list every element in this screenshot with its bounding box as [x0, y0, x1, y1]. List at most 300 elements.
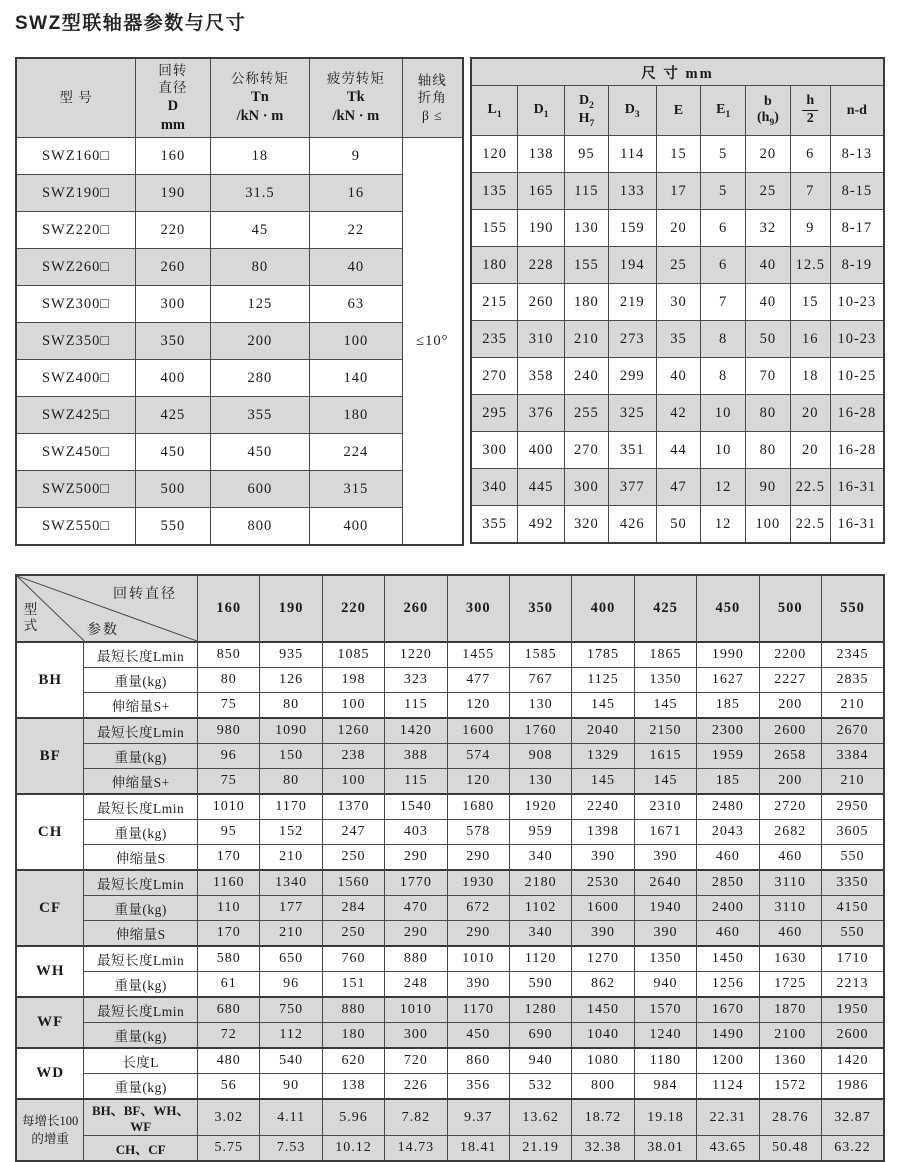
value-cell: 300	[385, 1023, 447, 1049]
dimension-label-line	[657, 103, 701, 119]
dimension-cell: 16-28	[830, 395, 884, 432]
parameter-label-cell: 长度L	[84, 1048, 198, 1074]
table-row	[471, 321, 884, 358]
fatigue-torque-cell: 40	[310, 249, 402, 286]
dimension-cell: 44	[656, 432, 701, 469]
dimension-cell: 8	[701, 321, 746, 358]
value-cell: 152	[260, 820, 322, 845]
model-cell: SWZ550□	[16, 508, 136, 546]
value-cell: 210	[260, 921, 322, 947]
dimension-cell: 7	[701, 284, 746, 321]
value-cell: 760	[322, 946, 384, 972]
value-cell: 72	[198, 1023, 260, 1049]
value-cell: 2043	[697, 820, 759, 845]
dimension-cell: 235	[471, 321, 518, 358]
value-cell: 2400	[697, 896, 759, 921]
value-cell: 390	[634, 921, 696, 947]
table-row	[471, 469, 884, 506]
dimension-cell: 190	[518, 210, 565, 247]
value-cell: 1280	[509, 997, 571, 1023]
value-cell: 290	[385, 921, 447, 947]
value-cell: 1760	[509, 718, 571, 744]
value-cell: 1180	[634, 1048, 696, 1074]
value-cell: 532	[509, 1074, 571, 1100]
corner-mid-label: 参数	[87, 623, 119, 638]
value-cell: 177	[260, 896, 322, 921]
value-cell: 390	[634, 845, 696, 871]
dimension-cell: 90	[746, 469, 791, 506]
value-cell: 2213	[821, 972, 884, 998]
dimension-cell: 138	[518, 136, 565, 173]
value-cell: 13.62	[509, 1099, 571, 1136]
value-cell: 550	[821, 921, 884, 947]
value-cell: 1540	[385, 794, 447, 820]
value-cell: 1398	[572, 820, 634, 845]
label-text: (h	[756, 109, 770, 125]
dimension-cell: 16-28	[830, 432, 884, 469]
table1-header-row	[16, 58, 463, 138]
size-mm-header: 尺 寸 mm	[471, 58, 884, 86]
dimension-cell: 10-23	[830, 284, 884, 321]
value-cell: 540	[260, 1048, 322, 1074]
table-row	[16, 1136, 884, 1162]
value-cell: 226	[385, 1074, 447, 1100]
model-column-header: 型 号	[16, 58, 136, 138]
value-cell: 767	[509, 668, 571, 693]
parameter-label-cell: 最短长度Lmin	[84, 946, 198, 972]
fraction-label	[802, 94, 818, 126]
value-cell: 1080	[572, 1048, 634, 1074]
nominal-torque-cell: 45	[210, 212, 309, 249]
value-cell: 340	[509, 845, 571, 871]
value-cell: 1560	[322, 870, 384, 896]
table-row	[16, 870, 884, 896]
value-cell: 1450	[697, 946, 759, 972]
value-cell: 18.41	[447, 1136, 509, 1162]
dimension-cell: 40	[746, 247, 791, 284]
label-text: E	[673, 102, 684, 118]
table-row	[16, 323, 463, 360]
value-cell: 1570	[634, 997, 696, 1023]
value-cell: 200	[759, 693, 821, 719]
value-cell: 574	[447, 744, 509, 769]
nominal-torque-cell: 31.5	[210, 175, 309, 212]
nominal-torque-cell: 200	[210, 323, 309, 360]
value-cell: 1990	[697, 642, 759, 668]
table-row	[16, 1074, 884, 1100]
fatigue-torque-cell: 224	[310, 434, 402, 471]
value-cell: 120	[447, 693, 509, 719]
dimension-cell: 325	[608, 395, 656, 432]
dimension-cell: 351	[608, 432, 656, 469]
coupling-parameters-table	[15, 57, 464, 546]
column-header-160: 160	[198, 575, 260, 642]
parameter-label-cell: 最短长度Lmin	[84, 870, 198, 896]
dimension-column-header	[790, 86, 830, 136]
increment-label-line: 每增长100	[22, 1113, 79, 1128]
value-cell: 9.37	[447, 1099, 509, 1136]
value-cell: 388	[385, 744, 447, 769]
dimension-cell: 426	[608, 506, 656, 544]
value-cell: 130	[509, 769, 571, 795]
value-cell: 1256	[697, 972, 759, 998]
table-row	[16, 972, 884, 998]
column-header-425: 425	[634, 575, 696, 642]
table-row	[16, 896, 884, 921]
value-cell: 2480	[697, 794, 759, 820]
value-cell: 2227	[759, 668, 821, 693]
value-cell: 1329	[572, 744, 634, 769]
series-type-cell: WH	[16, 946, 84, 997]
value-cell: 1040	[572, 1023, 634, 1049]
value-cell: 860	[447, 1048, 509, 1074]
table-row	[471, 432, 884, 469]
diameter-column-header: 回转 直径 D mm	[136, 58, 211, 138]
parameter-label-cell: 重量(kg)	[84, 668, 198, 693]
value-cell: 650	[260, 946, 322, 972]
value-cell: 5.96	[322, 1099, 384, 1136]
value-cell: 690	[509, 1023, 571, 1049]
table-row	[471, 173, 884, 210]
dimension-cell: 219	[608, 284, 656, 321]
dimension-cell: 155	[565, 247, 609, 284]
dimension-label-line	[746, 110, 790, 128]
value-cell: 1670	[697, 997, 759, 1023]
value-cell: 250	[322, 921, 384, 947]
value-cell: 672	[447, 896, 509, 921]
value-cell: 1490	[697, 1023, 759, 1049]
value-cell: 2200	[759, 642, 821, 668]
diameter-cell: 350	[136, 323, 211, 360]
value-cell: 1360	[759, 1048, 821, 1074]
label-text: L	[487, 101, 497, 117]
value-cell: 126	[260, 668, 322, 693]
value-cell: 21.19	[509, 1136, 571, 1162]
table-row	[16, 508, 463, 546]
parameter-label-cell: 最短长度Lmin	[84, 718, 198, 744]
axis-angle-column-header: 轴线 折角 β ≤	[402, 58, 463, 138]
value-cell: 620	[322, 1048, 384, 1074]
table-row	[16, 397, 463, 434]
value-cell: 138	[322, 1074, 384, 1100]
value-cell: 1920	[509, 794, 571, 820]
fatigue-torque-cell: 140	[310, 360, 402, 397]
value-cell: 323	[385, 668, 447, 693]
table-row	[471, 395, 884, 432]
dimension-cell: 25	[656, 247, 701, 284]
table-row	[16, 212, 463, 249]
dimension-cell: 376	[518, 395, 565, 432]
value-cell: 2310	[634, 794, 696, 820]
value-cell: 120	[447, 769, 509, 795]
dimension-cell: 165	[518, 173, 565, 210]
table-row	[16, 249, 463, 286]
model-cell: SWZ425□	[16, 397, 136, 434]
value-cell: 145	[572, 769, 634, 795]
value-cell: 800	[572, 1074, 634, 1100]
value-cell: 480	[198, 1048, 260, 1074]
dimension-cell: 17	[656, 173, 701, 210]
parameter-label-cell: 重量(kg)	[84, 1023, 198, 1049]
table-row	[16, 1023, 884, 1049]
table2-body	[16, 642, 884, 1161]
dimension-column-header	[701, 86, 746, 136]
model-cell: SWZ450□	[16, 434, 136, 471]
parameter-label-cell: 重量(kg)	[84, 820, 198, 845]
dimension-label-line	[565, 93, 608, 111]
value-cell: 2150	[634, 718, 696, 744]
value-cell: 460	[759, 921, 821, 947]
label-text: H	[578, 110, 590, 126]
dimension-cell: 5	[701, 136, 746, 173]
diameter-cell: 500	[136, 471, 211, 508]
fatigue-torque-cell: 16	[310, 175, 402, 212]
nominal-torque-column-header: 公称转矩 Tn /kN · m	[210, 58, 309, 138]
dimension-cell: 40	[656, 358, 701, 395]
model-cell: SWZ500□	[16, 471, 136, 508]
model-cell: SWZ400□	[16, 360, 136, 397]
value-cell: 1085	[322, 642, 384, 668]
dimension-cell: 133	[608, 173, 656, 210]
value-cell: 862	[572, 972, 634, 998]
label-text: b	[764, 93, 772, 109]
value-cell: 150	[260, 744, 322, 769]
value-cell: 680	[198, 997, 260, 1023]
value-cell: 7.53	[260, 1136, 322, 1162]
value-cell: 7.82	[385, 1099, 447, 1136]
dimension-column-header	[565, 86, 609, 136]
value-cell: 1260	[322, 718, 384, 744]
dimension-cell: 299	[608, 358, 656, 395]
dimension-column-header	[608, 86, 656, 136]
value-cell: 145	[634, 693, 696, 719]
dimension-cell: 255	[565, 395, 609, 432]
value-cell: 200	[759, 769, 821, 795]
dimension-cell: 295	[471, 395, 518, 432]
dimension-cell: 260	[518, 284, 565, 321]
value-cell: 1170	[260, 794, 322, 820]
dimension-cell: 50	[656, 506, 701, 544]
dimension-column-header	[830, 86, 884, 136]
dimension-cell: 7	[790, 173, 830, 210]
table2-header-row	[16, 575, 884, 642]
parameter-label-cell: 伸缩量S	[84, 921, 198, 947]
value-cell: 1585	[509, 642, 571, 668]
dimension-cell: 130	[565, 210, 609, 247]
series-type-cell: BF	[16, 718, 84, 794]
value-cell: 1010	[385, 997, 447, 1023]
value-cell: 880	[385, 946, 447, 972]
value-cell: 550	[821, 845, 884, 871]
value-cell: 1630	[759, 946, 821, 972]
dimension-cell: 12	[701, 469, 746, 506]
column-header-220: 220	[322, 575, 384, 642]
value-cell: 80	[260, 769, 322, 795]
dimension-cell: 180	[471, 247, 518, 284]
dimension-column-header	[656, 86, 701, 136]
value-cell: 935	[260, 642, 322, 668]
value-cell: 3110	[759, 870, 821, 896]
value-cell: 4.11	[260, 1099, 322, 1136]
value-cell: 1785	[572, 642, 634, 668]
value-cell: 1240	[634, 1023, 696, 1049]
value-cell: 32.87	[821, 1099, 884, 1136]
value-cell: 110	[198, 896, 260, 921]
dimension-cell: 8-19	[830, 247, 884, 284]
footer-series-label-cell: CH、CF	[84, 1136, 198, 1162]
dimension-cell: 22.5	[790, 469, 830, 506]
value-cell: 2300	[697, 718, 759, 744]
table-row	[16, 845, 884, 871]
table-row	[471, 247, 884, 284]
value-cell: 578	[447, 820, 509, 845]
dimension-cell: 180	[565, 284, 609, 321]
dimension-cell: 20	[790, 432, 830, 469]
table-row	[471, 506, 884, 544]
dimension-cell: 80	[746, 395, 791, 432]
diameter-cell: 160	[136, 138, 211, 175]
corner-top-label: 回转直径	[113, 587, 177, 602]
dimension-cell: 300	[565, 469, 609, 506]
dimension-cell: 8-13	[830, 136, 884, 173]
table-row	[16, 693, 884, 719]
column-header-350: 350	[509, 575, 571, 642]
value-cell: 356	[447, 1074, 509, 1100]
value-cell: 959	[509, 820, 571, 845]
dimension-cell: 215	[471, 284, 518, 321]
parameter-label-cell: 重量(kg)	[84, 744, 198, 769]
value-cell: 5.75	[198, 1136, 260, 1162]
dimension-cell: 6	[790, 136, 830, 173]
table-row	[16, 1099, 884, 1136]
parameter-label-cell: 重量(kg)	[84, 972, 198, 998]
column-header-300: 300	[447, 575, 509, 642]
value-cell: 185	[697, 769, 759, 795]
dimension-cell: 300	[471, 432, 518, 469]
value-cell: 2640	[634, 870, 696, 896]
parameter-label-cell: 最短长度Lmin	[84, 794, 198, 820]
value-cell: 19.18	[634, 1099, 696, 1136]
nominal-torque-cell: 800	[210, 508, 309, 546]
model-cell: SWZ220□	[16, 212, 136, 249]
value-cell: 80	[198, 668, 260, 693]
value-cell: 1270	[572, 946, 634, 972]
value-cell: 390	[572, 921, 634, 947]
subscript: 7	[589, 118, 595, 129]
value-cell: 1450	[572, 997, 634, 1023]
value-cell: 1950	[821, 997, 884, 1023]
value-cell: 14.73	[385, 1136, 447, 1162]
parameter-label-cell: 重量(kg)	[84, 896, 198, 921]
table-row	[16, 769, 884, 795]
dimension-cell: 6	[701, 247, 746, 284]
table-row	[16, 434, 463, 471]
value-cell: 10.12	[322, 1136, 384, 1162]
diameter-cell: 425	[136, 397, 211, 434]
dimension-cell: 400	[518, 432, 565, 469]
value-cell: 145	[572, 693, 634, 719]
value-cell: 2180	[509, 870, 571, 896]
table-row	[16, 946, 884, 972]
value-cell: 1010	[447, 946, 509, 972]
value-cell: 390	[572, 845, 634, 871]
value-cell: 880	[322, 997, 384, 1023]
value-cell: 2835	[821, 668, 884, 693]
subscript: 3	[634, 109, 640, 120]
increment-label-line: 的增重	[31, 1132, 69, 1146]
value-cell: 4150	[821, 896, 884, 921]
table-row	[471, 358, 884, 395]
dimension-column-header	[518, 86, 565, 136]
value-cell: 460	[759, 845, 821, 871]
footer-series-label-cell: BH、BF、WH、WF	[84, 1099, 198, 1136]
value-cell: 95	[198, 820, 260, 845]
dimension-cell: 15	[790, 284, 830, 321]
value-cell: 250	[322, 845, 384, 871]
value-cell: 22.31	[697, 1099, 759, 1136]
table-row	[16, 718, 884, 744]
dimension-cell: 114	[608, 136, 656, 173]
dimension-cell: 445	[518, 469, 565, 506]
subscript: 1	[496, 109, 502, 120]
corner-left-label: 型式	[23, 602, 39, 633]
subscript: 1	[543, 109, 549, 120]
model-cell: SWZ160□	[16, 138, 136, 175]
value-cell: 75	[198, 693, 260, 719]
value-cell: 170	[198, 845, 260, 871]
value-cell: 590	[509, 972, 571, 998]
dimension-cell: 270	[565, 432, 609, 469]
value-cell: 390	[447, 972, 509, 998]
fatigue-torque-cell: 400	[310, 508, 402, 546]
value-cell: 290	[447, 921, 509, 947]
value-cell: 460	[697, 845, 759, 871]
column-header-450: 450	[697, 575, 759, 642]
value-cell: 1220	[385, 642, 447, 668]
table-row	[471, 284, 884, 321]
table-row	[16, 286, 463, 323]
series-type-cell: BH	[16, 642, 84, 718]
dimension-label-line	[746, 94, 790, 110]
value-cell: 984	[634, 1074, 696, 1100]
value-cell: 3384	[821, 744, 884, 769]
dimension-labels-row	[471, 86, 884, 136]
column-header-260: 260	[385, 575, 447, 642]
table1-left-body	[16, 138, 463, 546]
table-row	[16, 138, 463, 175]
parameter-label-cell: 伸缩量S+	[84, 693, 198, 719]
dimension-cell: 273	[608, 321, 656, 358]
dimension-label-line	[609, 102, 656, 120]
dimensions-table	[470, 57, 885, 544]
dimension-cell: 15	[656, 136, 701, 173]
fraction-numerator: h	[802, 94, 818, 111]
value-cell: 1770	[385, 870, 447, 896]
dimension-cell: 310	[518, 321, 565, 358]
value-cell: 2600	[821, 1023, 884, 1049]
diameter-cell: 220	[136, 212, 211, 249]
value-cell: 3350	[821, 870, 884, 896]
value-cell: 100	[322, 769, 384, 795]
value-cell: 2850	[697, 870, 759, 896]
dimension-label-line	[831, 103, 883, 119]
value-cell: 96	[198, 744, 260, 769]
value-cell: 1940	[634, 896, 696, 921]
value-cell: 248	[385, 972, 447, 998]
nominal-torque-cell: 355	[210, 397, 309, 434]
value-cell: 80	[260, 693, 322, 719]
dimension-cell: 16	[790, 321, 830, 358]
